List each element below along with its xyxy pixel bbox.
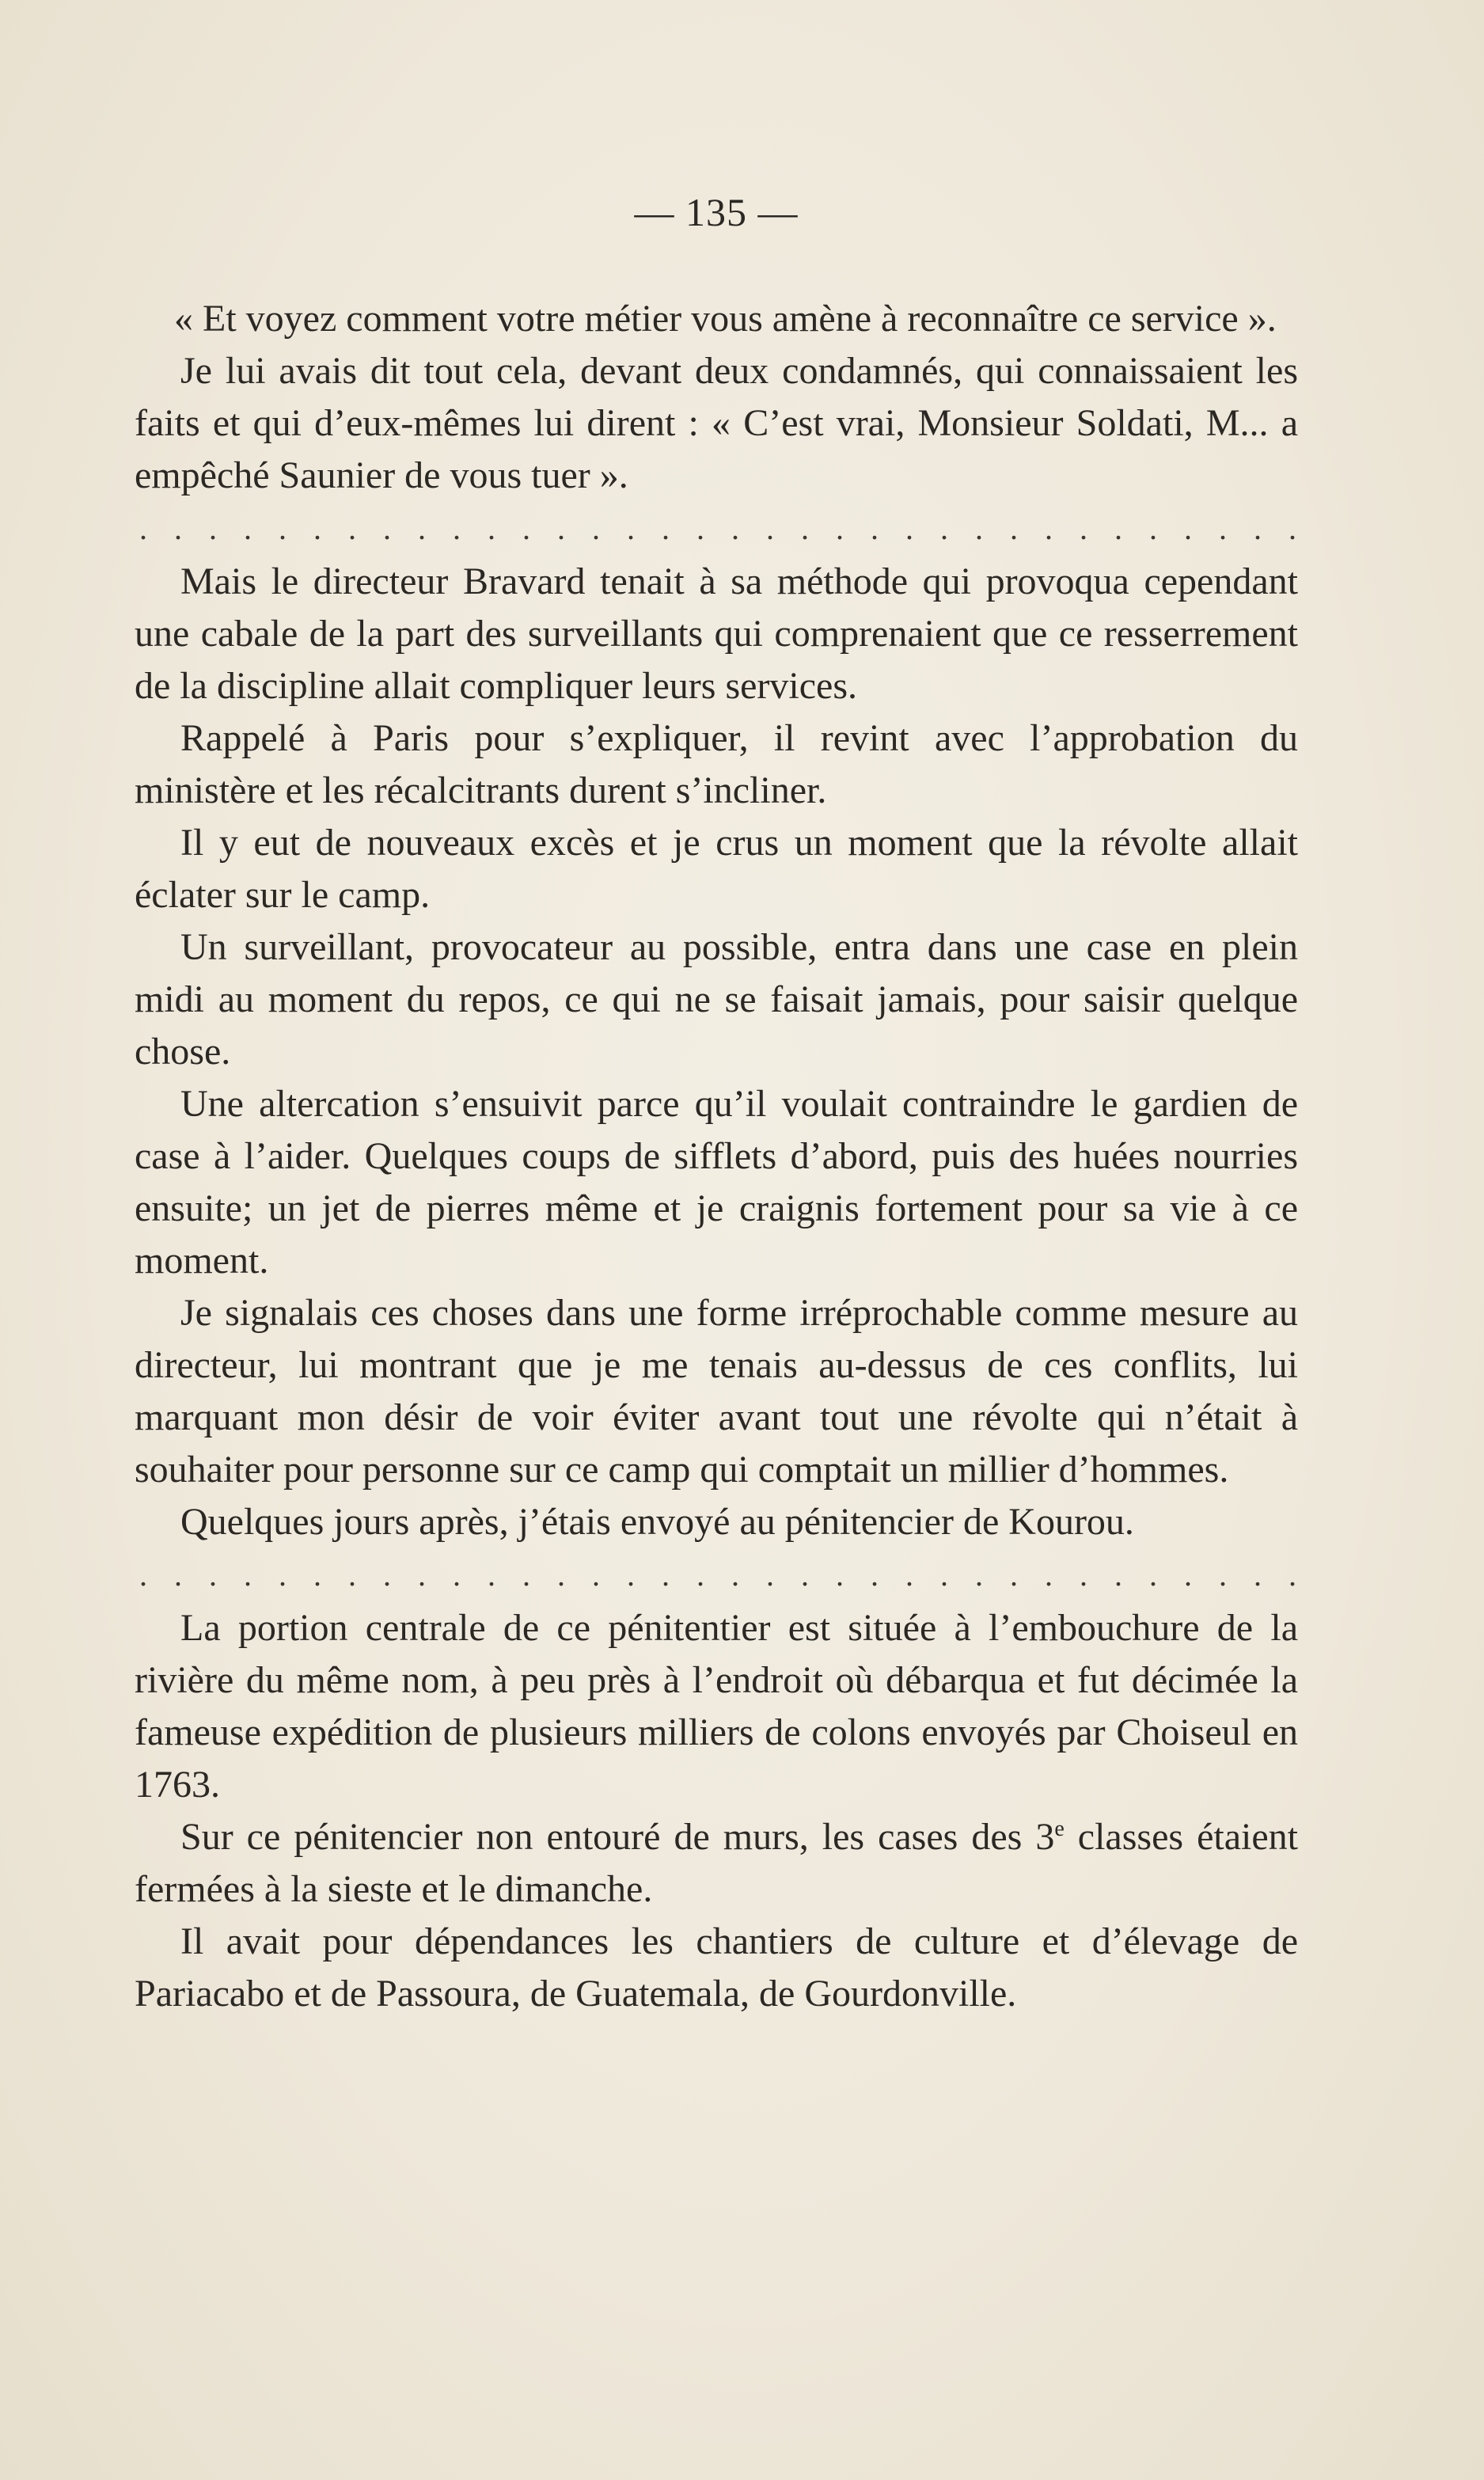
section-separator: . . . . . . . . . . . . . . . . . . . . . . . . . . . . . . . . . . bbox=[139, 1557, 1298, 1593]
ordinal-superscript: e bbox=[1054, 1817, 1065, 1841]
text-run: Sur ce pénitencier non entouré de murs, les cases des 3 bbox=[180, 1816, 1055, 1858]
paragraph: Rappelé à Paris pour s’expliquer, il revint avec l’approbation du ministère et les récalcitrants durent s’incliner. bbox=[135, 717, 1298, 811]
paragraph: Une altercation s’ensuivit parce qu’il voulait contraindre le gardien de case à l’aider. Quelques coups de sifflets d’abord, puis des huées nourries ensuite; un jet de pierres même et je craignis fortement pour sa vie à ce moment. bbox=[135, 1083, 1298, 1282]
paragraph: Je signalais ces choses dans une forme irréprochable comme mesure au directeur, lui montrant que je me tenais au-dessus de ces conflits, lui marquant mon désir de voir éviter avant tout une révolte qui n’était à souhaiter pour personne sur ce camp qui comptait un millier d’hommes. bbox=[135, 1292, 1298, 1491]
paragraph: Il y eut de nouveaux excès et je crus un moment que la révolte allait éclater sur le camp. bbox=[135, 822, 1298, 916]
paragraph: Je lui avais dit tout cela, devant deux condamnés, qui connaissaient les faits et qui d’eux-mêmes lui dirent : « C’est vrai, Monsieur Soldati, M... a empêché Saunier de vous tuer ». bbox=[135, 350, 1298, 496]
page-number: — 135 — bbox=[634, 190, 799, 234]
paragraph: Mais le directeur Bravard tenait à sa méthode qui provoqua cependant une cabale de la part des surveillants qui comprenaient que ce resserrement de la discipline allait compliquer leurs services. bbox=[135, 560, 1298, 707]
section-separator: . . . . . . . . . . . . . . . . . . . . . . . . . . . . . . . . . . bbox=[139, 511, 1298, 546]
paragraph-classes bbox=[135, 1811, 1298, 1916]
paragraph: La portion centrale de ce pénitentier est située à l’embouchure de la rivière du même nom, à peu près à l’endroit où débarqua et fut décimée la fameuse expédition de plusieurs milliers de colons envoyés par Choiseul en 1763. bbox=[135, 1607, 1298, 1806]
paragraph: « Et voyez comment votre métier vous amène à reconnaître ce service ». bbox=[174, 298, 1277, 340]
paragraph: Il avait pour dépendances les chantiers de culture et d’élevage de Pariacabo et de Passoura, de Guatemala, de Gourdonville. bbox=[135, 1920, 1298, 2015]
paragraph: Un surveillant, provocateur au possible, entra dans une case en plein midi au moment du repos, ce qui ne se faisait jamais, pour saisir quelque chose. bbox=[135, 926, 1298, 1073]
paragraph: Quelques jours après, j’étais envoyé au pénitencier de Kourou. bbox=[180, 1501, 1134, 1543]
page-text bbox=[135, 188, 1298, 2020]
text-run: classes étaient fermées à la sieste et le dimanche. bbox=[135, 1816, 1298, 1910]
